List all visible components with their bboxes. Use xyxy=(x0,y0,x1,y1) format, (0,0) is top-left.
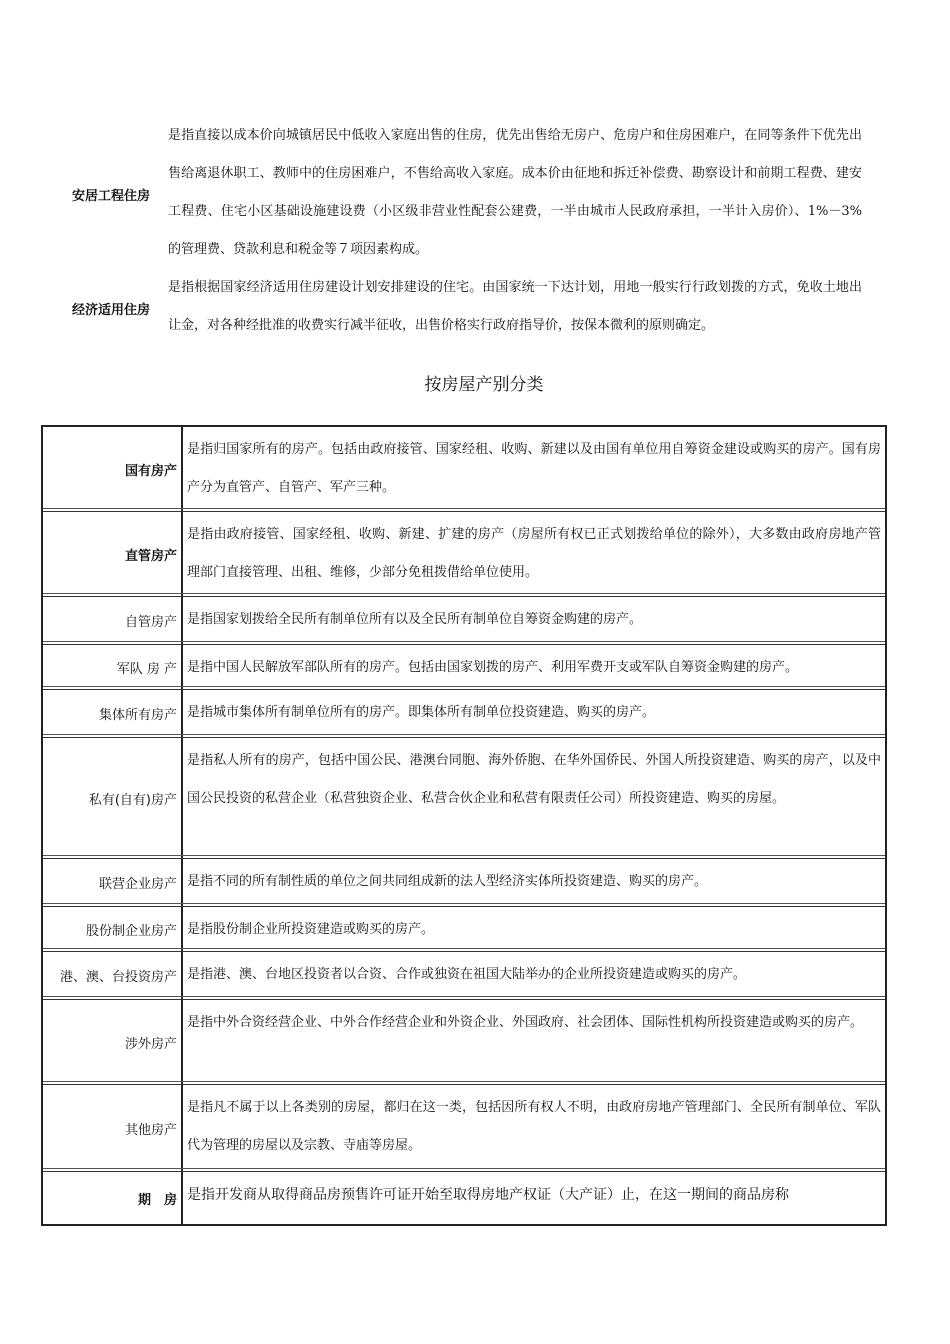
table-row xyxy=(43,1172,885,1226)
definition-jingji: 是指根据国家经济适用住房建设计划安排建设的住宅。由国家统一下达计划，用地一般实行行政划拨的方式，免收土地出让金，对各种经批准的收费实行减半征收，出售价格实行政府指导价，按保本微利的原则确定。 xyxy=(168,280,862,333)
section-title: 按房屋产别分类 xyxy=(424,375,544,395)
row-term: 直管房产 xyxy=(43,512,183,596)
term-anju: 安居工程住房 xyxy=(72,189,151,204)
table-row xyxy=(43,1000,885,1085)
row-term: 港、澳、台投资房产 xyxy=(43,952,183,999)
row-term: 国有房产 xyxy=(43,427,183,511)
row-definition: 是指港、澳、台地区投资者以合资、合作或独资在祖国大陆举办的企业所投资建造或购买的房产。 xyxy=(187,967,747,982)
row-definition: 是指城市集体所有制单位所有的房产。即集体所有制单位投资建造、购买的房产。 xyxy=(187,705,656,720)
row-definition: 是指不同的所有制性质的单位之间共同组成新的法人型经济实体所投资建造、购买的房产。 xyxy=(187,874,708,889)
row-definition: 是指由政府接管、国家经租、收购、新建、扩建的房产（房屋所有权已正式划拨给单位的除外），大多数由政府房地产管理部门直接管理、出租、维修，少部分免租拨借给单位使用。 xyxy=(187,527,881,580)
row-definition: 是指股份制企业所投资建造或购买的房产。 xyxy=(187,922,435,937)
row-term: 联营企业房产 xyxy=(43,859,183,906)
term-jingji: 经济适用住房 xyxy=(72,303,151,318)
row-definition: 是指私人所有的房产，包括中国公民、港澳台同胞、海外侨胞、在华外国侨民、外国人所投资建造、购买的房产，以及中国公民投资的私营企业（私营独资企业、私营合伙企业和私营有限责任公司）所投资建造、购买的房屋。 xyxy=(187,753,881,806)
row-term: 涉外房产 xyxy=(43,1000,183,1084)
table-row xyxy=(43,690,885,738)
row-term: 其他房产 xyxy=(43,1085,183,1171)
row-definition: 是指开发商从取得商品房预售许可证开始至取得房地产权证（大产证）止，在这一期间的商品房称 xyxy=(187,1187,789,1203)
row-definition: 是指国家划拨给全民所有制单位所有以及全民所有制单位自筹资金购建的房产。 xyxy=(187,612,643,627)
row-term: 自管房产 xyxy=(43,597,183,644)
row-definition: 是指中外合资经营企业、中外合作经营企业和外资企业、外国政府、社会团体、国际性机构所投资建造或购买的房产。 xyxy=(187,1015,864,1030)
row-definition: 是指凡不属于以上各类别的房屋，都归在这一类，包括因所有权人不明，由政府房地产管理部门、全民所有制单位、军队代为管理的房屋以及宗教、寺庙等房屋。 xyxy=(187,1100,881,1153)
table-row xyxy=(43,512,885,597)
table-row xyxy=(43,597,885,645)
table-row xyxy=(43,907,885,952)
table-row xyxy=(43,738,885,859)
row-term: 股份制企业房产 xyxy=(43,907,183,951)
row-term: 军队 房 产 xyxy=(43,645,183,689)
row-term: 期 房 xyxy=(43,1172,183,1224)
table-row xyxy=(43,427,885,512)
table-row xyxy=(43,859,885,907)
row-term: 集体所有房产 xyxy=(43,690,183,737)
table-row xyxy=(43,1085,885,1172)
row-definition: 是指归国家所有的房产。包括由政府接管、国家经租、收购、新建以及由国有单位用自筹资金建设或购买的房产。国有房产分为直管产、自管产、军产三种。 xyxy=(187,442,881,495)
table-row xyxy=(43,645,885,690)
property-classification-table xyxy=(41,425,887,1226)
table-row xyxy=(43,952,885,1000)
row-definition: 是指中国人民解放军部队所有的房产。包括由国家划拨的房产、利用军费开支或军队自筹资金购建的房产。 xyxy=(187,660,799,675)
row-term: 私有(自有)房产 xyxy=(43,738,183,858)
definition-anju: 是指直接以成本价向城镇居民中低收入家庭出售的住房，优先出售给无房户、危房户和住房困难户，在同等条件下优先出售给离退休职工、教师中的住房困难户，不售给高收入家庭。成本价由征地和拆迁补偿费、勘察设计和前期工程费、建安工程费、住宅小区基础设施建设费（小区级非营业性配套公建费，一半由城市人民政府承担，一半计入房价）、1%－3%的管理费、贷款利息和税金等７项因素构成。 xyxy=(168,128,862,257)
